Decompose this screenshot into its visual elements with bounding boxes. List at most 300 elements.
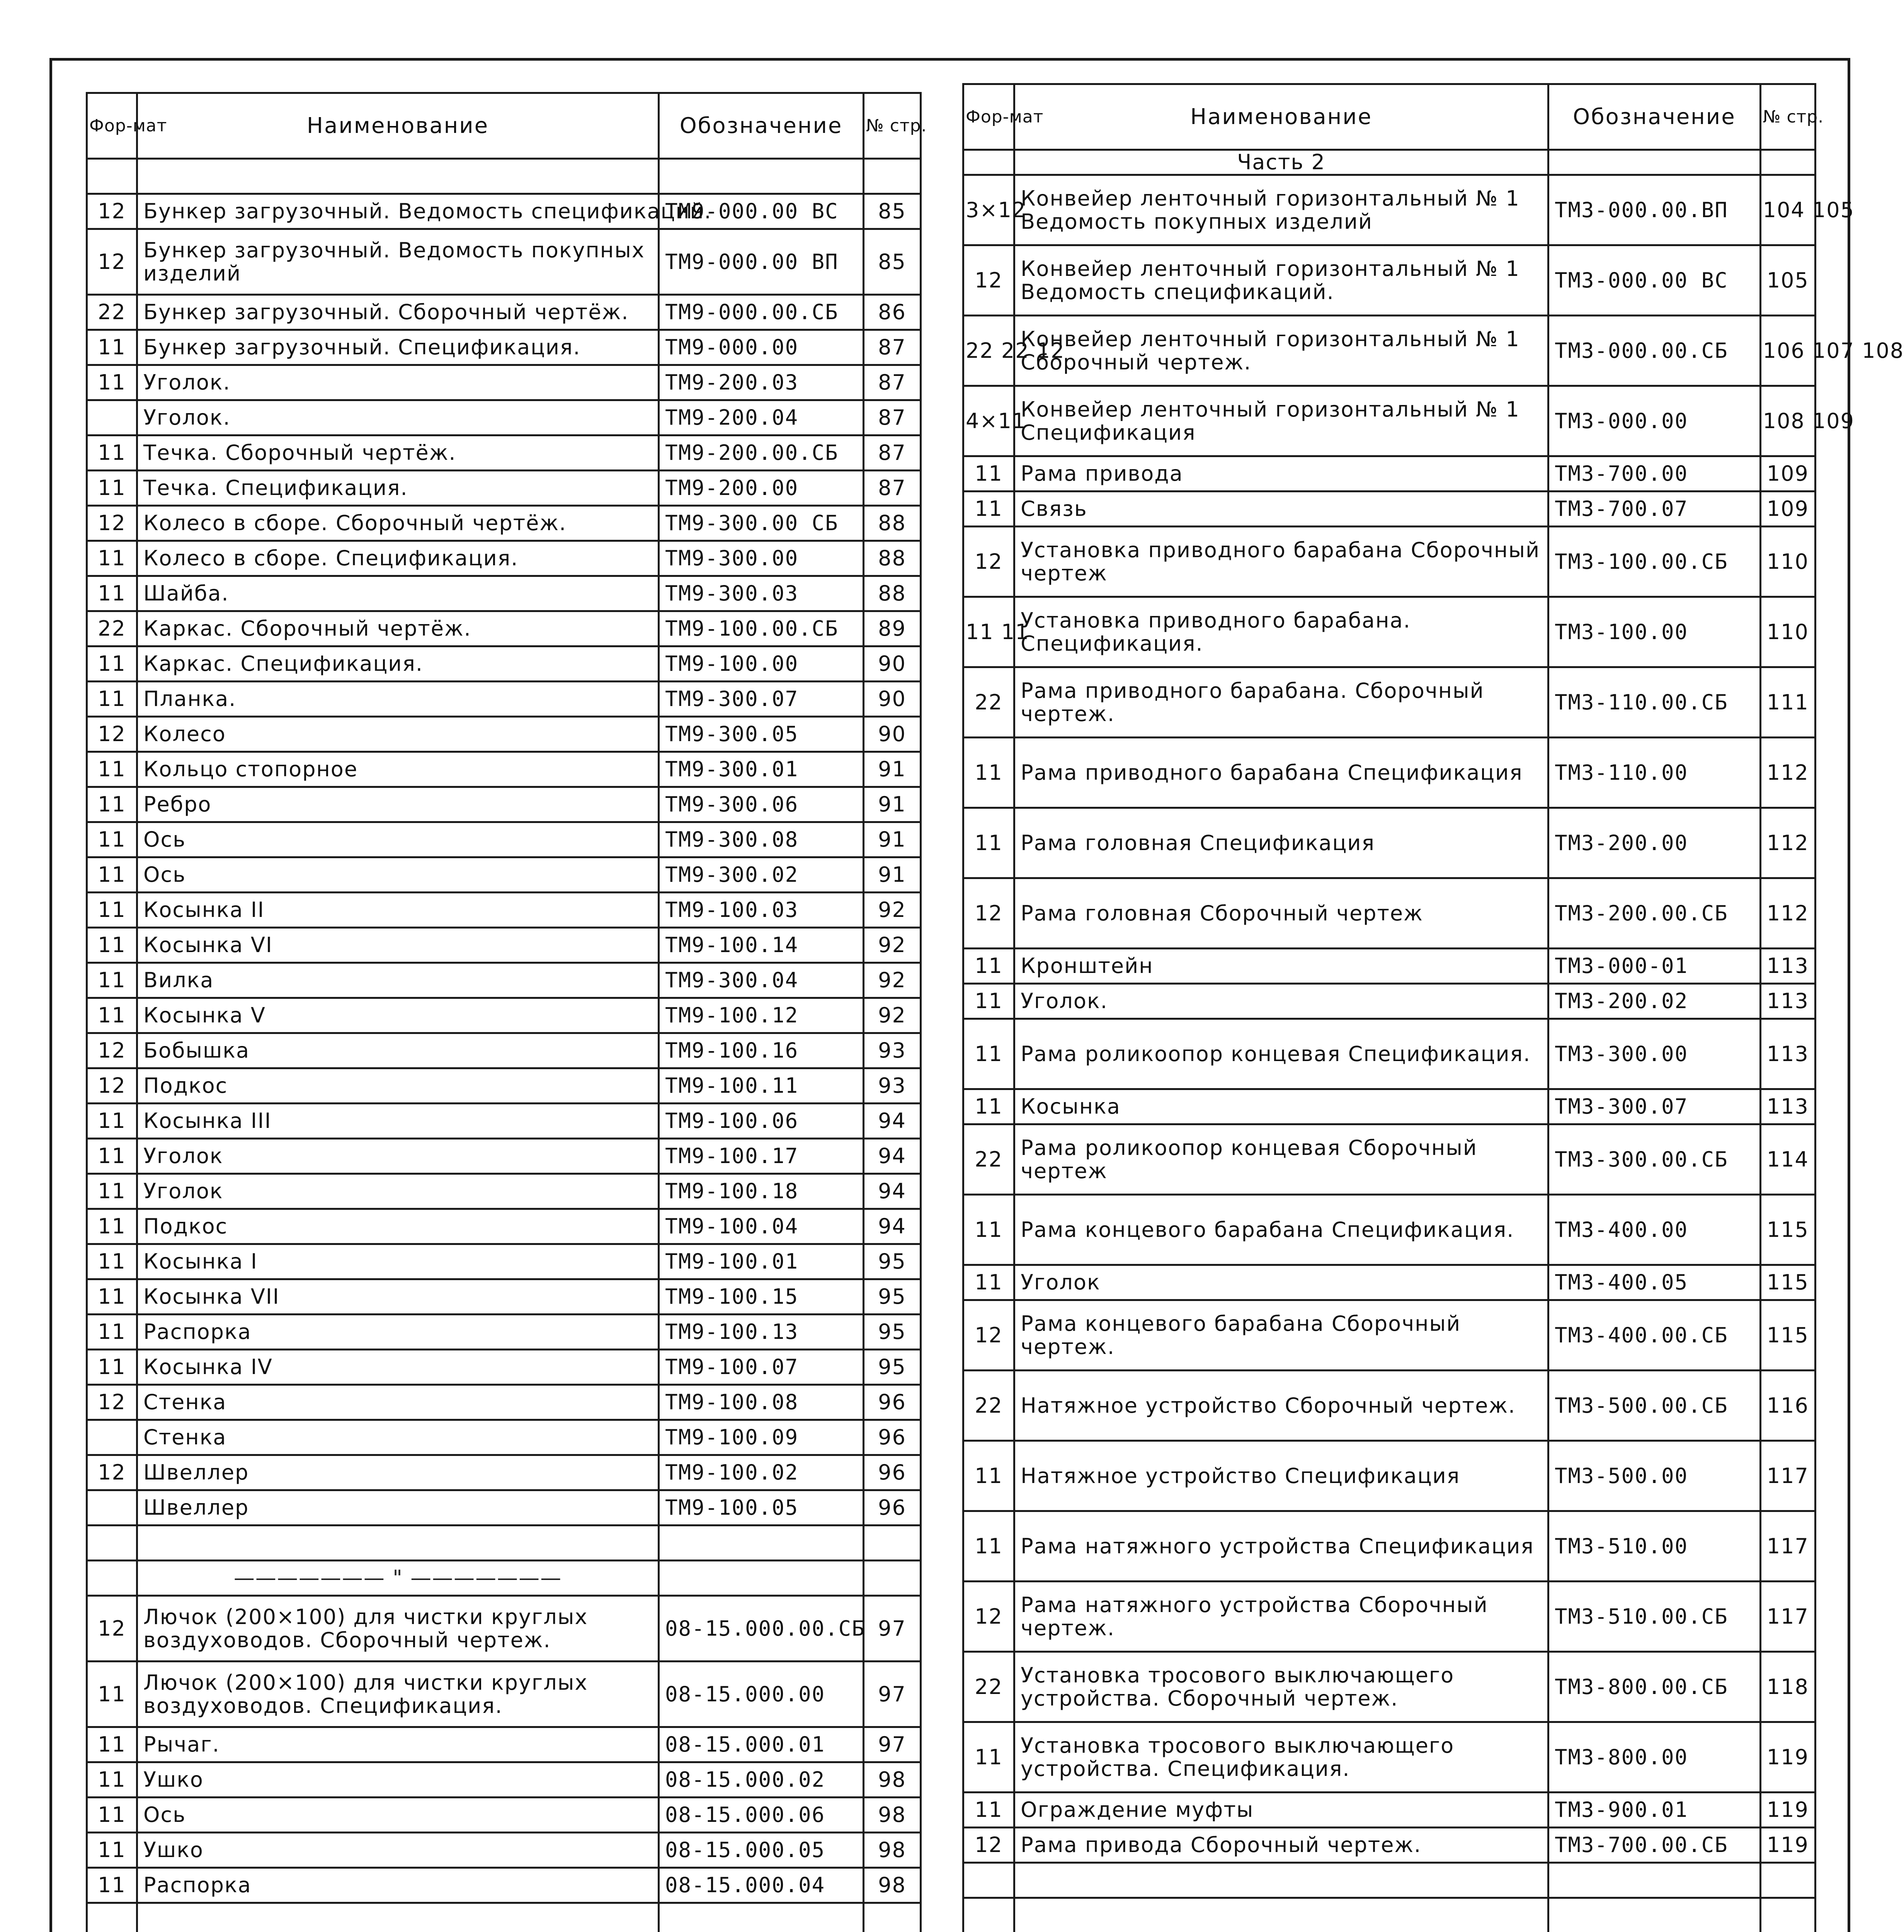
page-cell: 111 — [1760, 667, 1815, 738]
name-cell: Ушко — [137, 1833, 659, 1868]
name-cell: Рама приводного барабана Спецификация — [1014, 738, 1548, 808]
format-cell: 11 — [87, 752, 137, 787]
name-cell — [137, 1903, 659, 1932]
name-cell: Косынка VI — [137, 928, 659, 963]
table-row — [963, 1722, 1816, 1793]
table-row — [87, 1244, 921, 1279]
designation-cell: ТМ9-300.02 — [659, 857, 864, 893]
name-cell: Рама привода Сборочный чертеж. — [1014, 1828, 1548, 1863]
designation-cell: ТМ3-200.00.СБ — [1548, 878, 1761, 949]
name-cell: Установка приводного барабана. Спецификация. — [1014, 597, 1548, 667]
table-row — [963, 1265, 1816, 1300]
name-cell: Стенка — [137, 1420, 659, 1455]
name-cell: Бункер загрузочный. Спецификация. — [137, 330, 659, 365]
format-cell: 11 — [87, 1104, 137, 1139]
name-cell: Уголок — [1014, 1265, 1548, 1300]
header-page: № стр. — [864, 93, 921, 159]
page-cell: 105 — [1760, 245, 1815, 316]
designation-cell: ТМ9-100.06 — [659, 1104, 864, 1139]
table-row — [963, 984, 1816, 1019]
format-cell: 12 — [87, 506, 137, 541]
page-cell: 94 — [864, 1139, 921, 1174]
page-cell: 115 — [1760, 1195, 1815, 1265]
page-cell: 90 — [864, 717, 921, 752]
table-row — [87, 1526, 921, 1561]
format-cell: 12 — [963, 1300, 1014, 1371]
format-cell: 12 — [87, 1033, 137, 1068]
format-cell: 22 — [87, 295, 137, 330]
designation-cell: ТМ9-100.17 — [659, 1139, 864, 1174]
designation-cell: ТМ9-200.00 — [659, 471, 864, 506]
page-cell: 116 — [1760, 1371, 1815, 1441]
designation-cell: ТМ9-100.05 — [659, 1490, 864, 1526]
designation-cell: ТМ9-100.04 — [659, 1209, 864, 1244]
table-row — [963, 1300, 1816, 1371]
page-cell: 117 — [1760, 1511, 1815, 1582]
page-cell: 110 — [1760, 597, 1815, 667]
format-cell: 12 — [963, 245, 1014, 316]
table-row — [87, 822, 921, 857]
designation-cell: ТМ3-000.00 ВС — [1548, 245, 1761, 316]
designation-cell: ТМ9-300.04 — [659, 963, 864, 998]
page-cell: 113 — [1760, 984, 1815, 1019]
page-cell: 106 107 108 — [1760, 316, 1815, 386]
right-header-row — [963, 84, 1816, 150]
table-row — [87, 717, 921, 752]
page-cell: 89 — [864, 611, 921, 646]
page-cell: 115 — [1760, 1265, 1815, 1300]
name-cell: Уголок — [137, 1174, 659, 1209]
page-cell: 87 — [864, 400, 921, 435]
name-cell: Рама натяжного устройства Спецификация — [1014, 1511, 1548, 1582]
name-cell: Рама роликоопор концевая Спецификация. — [1014, 1019, 1548, 1089]
format-cell: 11 — [87, 1833, 137, 1868]
page-cell: 93 — [864, 1068, 921, 1104]
designation-cell: ТМ9-000.00 — [659, 330, 864, 365]
page-cell: 90 — [864, 682, 921, 717]
designation-cell: ТМ9-100.11 — [659, 1068, 864, 1104]
designation-cell: ТМ3-000.00.ВП — [1548, 175, 1761, 245]
format-cell — [87, 1903, 137, 1932]
table-row — [87, 330, 921, 365]
table-row — [87, 1561, 921, 1596]
format-cell — [87, 400, 137, 435]
page-cell: 91 — [864, 822, 921, 857]
table-row — [963, 175, 1816, 245]
name-cell: Рама концевого барабана Сборочный чертеж. — [1014, 1300, 1548, 1371]
format-cell: 11 — [87, 365, 137, 400]
page-cell: 88 — [864, 541, 921, 576]
name-cell: Колесо — [137, 717, 659, 752]
table-row — [87, 646, 921, 682]
format-cell: 11 — [963, 1019, 1014, 1089]
name-cell: Рама натяжного устройства Сборочный чертеж. — [1014, 1582, 1548, 1652]
page-cell: 104 105 — [1760, 175, 1815, 245]
table-row — [87, 998, 921, 1033]
name-cell: Косынка II — [137, 893, 659, 928]
format-cell: 11 11 — [963, 597, 1014, 667]
page-cell: 95 — [864, 1279, 921, 1315]
page-cell: 97 — [864, 1662, 921, 1727]
page-cell: 90 — [864, 646, 921, 682]
designation-cell: ТМ3-110.00.СБ — [1548, 667, 1761, 738]
page-cell: 112 — [1760, 738, 1815, 808]
page-cell: 109 — [1760, 492, 1815, 527]
name-cell — [137, 1526, 659, 1561]
table-row — [87, 787, 921, 822]
name-cell: Связь — [1014, 492, 1548, 527]
format-cell: 22 22 12 — [963, 316, 1014, 386]
name-cell: Ушко — [137, 1762, 659, 1798]
name-cell: Косынка VII — [137, 1279, 659, 1315]
table-row — [87, 1104, 921, 1139]
page-cell: 94 — [864, 1209, 921, 1244]
table-row — [87, 1727, 921, 1762]
table-row — [963, 456, 1816, 492]
format-cell: 11 — [87, 1279, 137, 1315]
name-cell: Течка. Спецификация. — [137, 471, 659, 506]
right-table-body — [963, 150, 1904, 1932]
table-row — [87, 1798, 921, 1833]
page-cell: 87 — [864, 471, 921, 506]
table-row — [963, 527, 1816, 597]
format-cell: 12 — [87, 229, 137, 295]
designation-cell: ТМ3-000.00 — [1548, 386, 1761, 456]
table-row — [963, 1019, 1816, 1089]
format-cell: 11 — [87, 1139, 137, 1174]
table-row — [87, 1455, 921, 1490]
table-row — [963, 1124, 1816, 1195]
table-row — [87, 682, 921, 717]
format-cell: 11 — [87, 963, 137, 998]
name-cell: Натяжное устройство Сборочный чертеж. — [1014, 1371, 1548, 1441]
format-cell: 11 — [87, 822, 137, 857]
designation-cell: ТМ9-300.05 — [659, 717, 864, 752]
name-cell: Швеллер — [137, 1490, 659, 1526]
format-cell: 11 — [963, 738, 1014, 808]
designation-cell — [659, 1526, 864, 1561]
format-cell — [87, 1526, 137, 1561]
format-cell: 11 — [963, 1793, 1014, 1828]
name-cell: Рама головная Сборочный чертеж — [1014, 878, 1548, 949]
designation-cell: ТМ9-100.14 — [659, 928, 864, 963]
name-cell: Лючок (200×100) для чистки круглых воздуховодов. Спецификация. — [137, 1662, 659, 1727]
designation-cell: ТМ3-300.00 — [1548, 1019, 1761, 1089]
name-cell: Уголок — [137, 1139, 659, 1174]
table-row — [87, 752, 921, 787]
table-row — [87, 1279, 921, 1315]
table-row — [963, 1089, 1816, 1124]
designation-cell: ТМ3-000-01 — [1548, 949, 1761, 984]
format-cell: 11 — [963, 1511, 1014, 1582]
page-cell: 108 109 — [1760, 386, 1815, 456]
page-cell: 92 — [864, 963, 921, 998]
page-cell — [864, 1561, 921, 1596]
table-row — [87, 1762, 921, 1798]
name-cell — [137, 159, 659, 194]
format-cell — [87, 1420, 137, 1455]
left-table-body — [87, 159, 921, 1932]
name-cell: Ось — [137, 857, 659, 893]
page-cell: 96 — [864, 1385, 921, 1420]
page-cell: 117 — [1760, 1441, 1815, 1511]
page-cell: 86 — [864, 295, 921, 330]
designation-cell: ТМ3-800.00 — [1548, 1722, 1761, 1793]
designation-cell: ТМ3-700.07 — [1548, 492, 1761, 527]
designation-cell — [659, 159, 864, 194]
format-cell: 11 — [87, 857, 137, 893]
name-cell: Конвейер ленточный горизонтальный № 1 Сборочный чертеж. — [1014, 316, 1548, 386]
format-cell: 12 — [963, 1582, 1014, 1652]
table-row — [963, 1511, 1816, 1582]
table-row — [963, 1793, 1816, 1828]
page-cell: 95 — [864, 1315, 921, 1350]
name-cell: Рама головная Спецификация — [1014, 808, 1548, 878]
format-cell: 11 — [87, 330, 137, 365]
name-cell: Косынка IV — [137, 1350, 659, 1385]
designation-cell: ТМ3-510.00.СБ — [1548, 1582, 1761, 1652]
table-row — [87, 928, 921, 963]
page-cell: 91 — [864, 752, 921, 787]
designation-cell: ТМ9-200.03 — [659, 365, 864, 400]
table-row — [87, 1139, 921, 1174]
table-row — [87, 611, 921, 646]
page-cell: 112 — [1760, 808, 1815, 878]
designation-cell — [659, 1903, 864, 1932]
designation-cell: ТМ3-200.00 — [1548, 808, 1761, 878]
designation-cell: ТМ9-100.18 — [659, 1174, 864, 1209]
designation-cell: ТМ9-200.04 — [659, 400, 864, 435]
table-row — [87, 541, 921, 576]
format-cell: 11 — [963, 492, 1014, 527]
designation-cell: 08-15.000.00.СБ — [659, 1596, 864, 1662]
table-row — [963, 949, 1816, 984]
name-cell: Установка приводного барабана Сборочный чертеж — [1014, 527, 1548, 597]
name-cell: Колесо в сборе. Спецификация. — [137, 541, 659, 576]
table-row — [87, 1490, 921, 1526]
format-cell: 11 — [87, 998, 137, 1033]
header-designation: Обозначение — [1548, 84, 1761, 150]
format-cell: 11 — [963, 808, 1014, 878]
page-cell: 113 — [1760, 1089, 1815, 1124]
designation-cell: ТМ3-110.00 — [1548, 738, 1761, 808]
name-cell: Уголок. — [137, 400, 659, 435]
header-designation: Обозначение — [659, 93, 864, 159]
name-cell: Течка. Сборочный чертёж. — [137, 435, 659, 471]
page-cell: 98 — [864, 1868, 921, 1903]
format-cell: 11 — [963, 1089, 1014, 1124]
page-cell: 92 — [864, 893, 921, 928]
left-header-row — [87, 93, 921, 159]
name-cell: Планка. — [137, 682, 659, 717]
name-cell: Ограждение муфты — [1014, 1793, 1548, 1828]
name-cell: Каркас. Сборочный чертёж. — [137, 611, 659, 646]
format-cell: 4×11 — [963, 386, 1014, 456]
name-cell: Бункер загрузочный. Сборочный чертёж. — [137, 295, 659, 330]
designation-cell: ТМ3-500.00 — [1548, 1441, 1761, 1511]
table-row — [87, 963, 921, 998]
table-row — [87, 1350, 921, 1385]
table-row — [963, 245, 1816, 316]
designation-cell: ТМ3-400.00.СБ — [1548, 1300, 1761, 1371]
name-cell: Конвейер ленточный горизонтальный № 1 Ведомость спецификаций. — [1014, 245, 1548, 316]
table-row — [87, 893, 921, 928]
page-cell: 92 — [864, 998, 921, 1033]
table-row — [87, 1033, 921, 1068]
empty-row — [963, 1898, 1816, 1932]
name-cell: Каркас. Спецификация. — [137, 646, 659, 682]
name-cell: Кронштейн — [1014, 949, 1548, 984]
designation-cell: ТМ3-510.00 — [1548, 1511, 1761, 1582]
name-cell: Косынка V — [137, 998, 659, 1033]
designation-cell: ТМ3-300.00.СБ — [1548, 1124, 1761, 1195]
page-cell: 95 — [864, 1244, 921, 1279]
designation-cell: ТМ9-100.01 — [659, 1244, 864, 1279]
name-cell: Шайба. — [137, 576, 659, 611]
table-row — [87, 1868, 921, 1903]
table-row — [87, 471, 921, 506]
name-cell: ——————— " ——————— — [137, 1561, 659, 1596]
format-cell: 12 — [963, 1828, 1014, 1863]
table-row — [87, 400, 921, 435]
table-row — [963, 492, 1816, 527]
page-cell: 114 — [1760, 1124, 1815, 1195]
designation-cell: ТМ9-200.00.СБ — [659, 435, 864, 471]
format-cell: 12 — [87, 194, 137, 229]
designation-cell: ТМ9-100.12 — [659, 998, 864, 1033]
format-cell — [87, 1490, 137, 1526]
name-cell: Уголок. — [1014, 984, 1548, 1019]
format-cell: 11 — [87, 787, 137, 822]
designation-cell: ТМ3-400.05 — [1548, 1265, 1761, 1300]
page-cell: 119 — [1760, 1722, 1815, 1793]
page-cell: 91 — [864, 857, 921, 893]
designation-cell: ТМ9-100.15 — [659, 1279, 864, 1315]
designation-cell — [659, 1561, 864, 1596]
page-cell: 113 — [1760, 949, 1815, 984]
page-cell: 115 — [1760, 1300, 1815, 1371]
table-row — [87, 435, 921, 471]
format-cell: 11 — [963, 1265, 1014, 1300]
name-cell: Рама привода — [1014, 456, 1548, 492]
name-cell: Ребро — [137, 787, 659, 822]
name-cell: Распорка — [137, 1315, 659, 1350]
table-row — [87, 1385, 921, 1420]
format-cell: 12 — [87, 1596, 137, 1662]
table-row — [963, 597, 1816, 667]
name-cell: Уголок. — [137, 365, 659, 400]
table-row — [87, 229, 921, 295]
page-cell: 88 — [864, 576, 921, 611]
format-cell: 12 — [963, 527, 1014, 597]
table-row — [963, 1195, 1816, 1265]
table-row — [963, 386, 1816, 456]
table-row — [87, 1833, 921, 1868]
designation-cell: ТМ9-300.03 — [659, 576, 864, 611]
page-cell: 118 — [1760, 1652, 1815, 1722]
page-cell: 113 — [1760, 1019, 1815, 1089]
designation-cell: ТМ3-500.00.СБ — [1548, 1371, 1761, 1441]
header-name: Наименование — [1014, 84, 1548, 150]
format-cell: 11 — [87, 1350, 137, 1385]
format-cell: 12 — [87, 1068, 137, 1104]
format-cell — [87, 1561, 137, 1596]
format-cell: 11 — [963, 1195, 1014, 1265]
designation-cell: ТМ9-100.00 — [659, 646, 864, 682]
name-cell: Косынка III — [137, 1104, 659, 1139]
page-cell: 94 — [864, 1104, 921, 1139]
section-row — [963, 150, 1816, 175]
designation-cell: ТМ3-100.00 — [1548, 597, 1761, 667]
table-row — [87, 194, 921, 229]
header-page: № стр. — [1760, 84, 1815, 150]
format-cell: 11 — [87, 682, 137, 717]
page-cell: 93 — [864, 1033, 921, 1068]
designation-cell: ТМ9-100.13 — [659, 1315, 864, 1350]
designation-cell: ТМ3-000.00.СБ — [1548, 316, 1761, 386]
page-cell: 87 — [864, 435, 921, 471]
format-cell: 11 — [963, 949, 1014, 984]
name-cell: Конвейер ленточный горизонтальный № 1 Ведомость покупных изделий — [1014, 175, 1548, 245]
name-cell: Рама приводного барабана. Сборочный чертеж. — [1014, 667, 1548, 738]
table-row — [87, 857, 921, 893]
designation-cell: 08-15.000.04 — [659, 1868, 864, 1903]
page-cell: 98 — [864, 1798, 921, 1833]
name-cell: Ось — [137, 822, 659, 857]
designation-cell: ТМ3-200.02 — [1548, 984, 1761, 1019]
page-cell: 112 — [1760, 878, 1815, 949]
name-cell: Рычаг. — [137, 1727, 659, 1762]
table-row — [963, 667, 1816, 738]
format-cell: 11 — [87, 1244, 137, 1279]
page-cell: 117 — [1760, 1582, 1815, 1652]
format-cell: 11 — [87, 1174, 137, 1209]
format-cell: 3×12 — [963, 175, 1014, 245]
designation-cell: ТМ3-400.00 — [1548, 1195, 1761, 1265]
table-row — [963, 1652, 1816, 1722]
page-cell: 85 — [864, 229, 921, 295]
table-row — [963, 738, 1816, 808]
page-cell: 110 — [1760, 527, 1815, 597]
format-cell: 22 — [963, 1652, 1014, 1722]
format-cell: 12 — [87, 717, 137, 752]
format-cell: 12 — [87, 1385, 137, 1420]
name-cell: Рама роликоопор концевая Сборочный чертеж — [1014, 1124, 1548, 1195]
format-cell: 11 — [87, 1209, 137, 1244]
table-row — [87, 1903, 921, 1932]
table-row — [963, 316, 1816, 386]
page-cell — [864, 159, 921, 194]
name-cell: Ось — [137, 1798, 659, 1833]
table-row — [87, 1315, 921, 1350]
format-cell: 11 — [87, 576, 137, 611]
designation-cell: ТМ9-100.03 — [659, 893, 864, 928]
designation-cell: ТМ9-100.09 — [659, 1420, 864, 1455]
format-cell: 11 — [87, 1727, 137, 1762]
page-cell: 87 — [864, 330, 921, 365]
format-cell: 11 — [87, 1662, 137, 1727]
table-row — [87, 576, 921, 611]
table-row — [963, 1441, 1816, 1511]
designation-cell: ТМ3-800.00.СБ — [1548, 1652, 1761, 1722]
name-cell: Распорка — [137, 1868, 659, 1903]
section-title: Часть 2 — [1014, 150, 1548, 175]
header-format: Фор-мат — [963, 84, 1014, 150]
page-cell: 98 — [864, 1762, 921, 1798]
empty-row — [963, 1863, 1816, 1898]
name-cell: Вилка — [137, 963, 659, 998]
name-cell: Стенка — [137, 1385, 659, 1420]
